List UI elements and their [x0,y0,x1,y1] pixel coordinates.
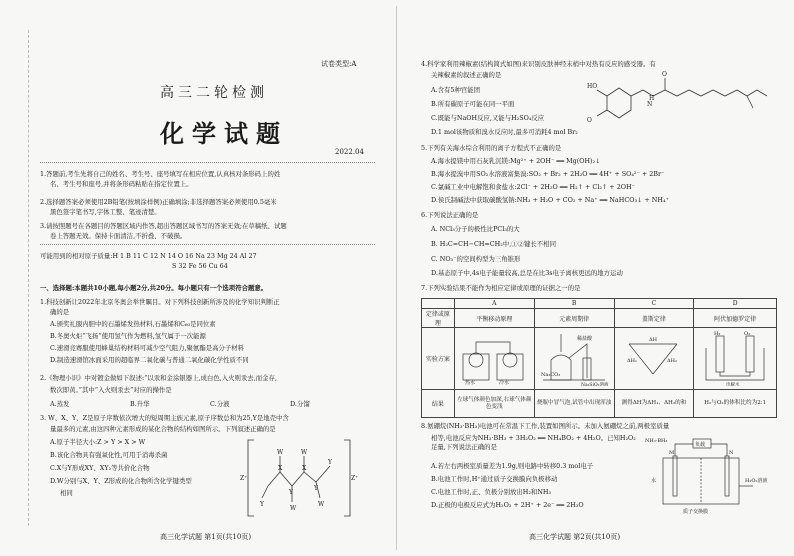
svg-text:ΔH: ΔH [648,336,657,343]
q5-option: A.海水提镁中用石灰乳沉镁:Mg²⁺ + 2OH⁻ ══ Mg(OH)₂↓ [431,157,601,165]
q2-option: A.蒸发 [50,400,70,408]
table-cell: 测得ΔH为ΔH₁、ΔH₂的和 [614,390,694,418]
notes-line: 名、考生号和座号,并将条形码粘贴在指定位置上。 [50,180,193,188]
q2-stem: 数次即黄。”其中“入火则汞去”对应的操作是 [50,386,172,394]
svg-text:Y: Y [314,485,318,492]
scheme-cell-b [534,328,614,390]
battery-label: 负载 [695,442,706,448]
scheme-label: H₂ [714,330,721,337]
scheme-label: 热水 [465,379,476,386]
q2-stem: 2.《物理小识》中对镀金做如下叙述:“以汞和金涂银器上,成白色,入火则汞去,而金存, [40,374,277,382]
scheme-label: O₂ [744,330,751,337]
notes-line: 2.选择题答案必须使用2B铅笔(按填涂样例)正确填涂;非选择题答案必须使用0.5毫米 [40,198,277,206]
table-header-cell: A [454,299,534,309]
binding-margin [8,30,29,526]
q2-option: B.升华 [130,400,150,408]
gas-generation-apparatus [539,330,609,386]
notes-line: 3.请按照题号在各题目的答题区域内作答,超出答题区域书写的答案无效;在草稿纸、试题 [40,222,287,230]
q8-stem: 8.氨硼烷(NH₃·BH₃)电池可在常温下工作,装置如图所示。未加入氨硼烷之前,两极室质量 [421,422,670,430]
battery-label: 水 [651,478,657,484]
battery-label: M [669,450,675,456]
q6-option: D.基态原子中,4s电子能量较高,总是在比3s电子离核更远的地方运动 [431,269,623,277]
q1-stem: 确的是 [50,308,70,316]
svg-text:N: N [647,101,653,108]
notes-line: 卷上答题无效。保持卡面清洁,不折叠、不破损。 [50,232,187,240]
q2-option: C.分液 [210,400,230,408]
table-cell: 左球气体颜色加深,右球气体颜色变浅 [454,390,534,418]
atomic-mass-line: 可能用到的相对原子质量:H 1 B 11 C 12 N 14 O 16 Na 23 Mg 24 Al 27 [40,252,257,260]
svg-text:W: W [301,449,308,456]
q8-option: A.若左右两极室质量差为1.9g,则电路中转移0.3 mol电子 [431,462,594,470]
q7-table [421,298,777,418]
q3-option: D.W分别与X、Y、Z形成的化合物所含化学键类型 [50,477,192,485]
q7-stem: 7.下列实验结果不能作为相应定律或原理的证据之一的是 [421,284,581,292]
q6-option: A. NCl₃分子的极性比PCl₃的大 [431,225,520,233]
svg-text:ΔH₁: ΔH₁ [626,357,637,364]
notes-divider [40,162,375,163]
svg-text:O: O [587,117,592,124]
battery-label: H₂O₂溶液 [745,478,768,484]
scheme-label: 稀盐酸 [577,335,593,342]
q2-option: D.分馏 [290,400,310,408]
table-row-label: 实验方案 [422,328,455,390]
q4-option: A.含有5种官能团 [431,86,481,94]
q6-option: B. H₂C=CH−CH=CH₂中,①②键长不相同 [431,240,556,248]
q3-option: B.该化合物具有强氧化性,可用于消毒杀菌 [50,451,168,459]
q1-option: C.速滑竞赛服使用蜂巢结构材料可减少空气阻力,聚氨酯是高分子材料 [50,344,245,352]
battery-label: N [729,450,734,456]
svg-text:Z⁺: Z⁺ [351,475,358,482]
atomic-mass-line: S 32 Fe 56 Cu 64 [172,262,228,270]
q8-option: C.电池工作时,正、负极分别放出H₂和NH₃ [431,488,552,496]
table-cell: 烧瓶中冒气泡,试管中出现浑浊 [534,390,614,418]
hess-cycle-diagram [619,330,689,386]
q5-option: D.侯氏制碱法中获取碳酸氢钠:NH₃ + H₂O + CO₂ + Na⁺ ══ NaHCO₃↓ + NH₄⁺ [431,196,669,204]
svg-text:Y: Y [289,489,293,496]
q3-stem: 量最多的元素,由这四种元素形成的某化合物的结构如图所示。下列叙述正确的是 [50,425,276,433]
scheme-label: 冷水 [499,379,510,386]
scheme-label: 电解水 [726,382,740,386]
table-header-cell [422,299,455,309]
table-row-label: 定律或原理 [422,309,455,328]
table-cell: 阿伏加德罗定律 [694,309,777,328]
q6-option: C. NO₃⁻的空间构型为三角锥形 [431,255,521,263]
svg-text:O: O [662,71,667,78]
svg-text:W: W [277,449,284,456]
q4-option: C.既能与NaOH反应,又能与H₂SO₄反应 [431,114,545,122]
scheme-cell-a [454,328,534,390]
q3-option: A.原子半径大小:Z > Y > X > W [50,438,146,446]
svg-text:HO: HO [587,83,598,90]
exam-date: 2022.04 [335,148,364,156]
q5-option: B.海水提溴中用SO₂水溶液富集溴:SO₂ + Br₂ + 2H₂O ══ 4H⁺ + SO₄²⁻ + 2Br⁻ [431,170,665,178]
notes-line: 1.答题前,考生先将自己的姓名、考生号、座号填写在相应位置,认真核对条形码上的姓 [40,170,281,178]
table-header-cell: C [614,299,694,309]
page-title: 化学试题 [160,120,288,148]
q6-stem: 6.下列说法正确的是 [421,211,479,219]
exam-type: 试卷类型:A [321,60,357,68]
q8-option: D.正极的电极反应式为H₂O₂ + 2H⁺ + 2e⁻ ══ 2H₂O [431,501,584,509]
q4-stem: 关辣椒素的叙述正确的是 [431,71,502,79]
notes-line: 黑色签字笔书写,字体工整、笔迹清楚。 [50,208,161,216]
q8-stem: 相等,电池反应为NH₃·BH₃ + 3H₂O₂ ══ NH₄BO₂ + 4H₂O。已知H₂O₂足量,下列说法正确的是 [431,434,636,451]
q3-structure-figure [240,436,358,520]
capsaicin-structure [587,66,777,126]
q3-option: C.X与Y形成XY、XY₂等共价化合物 [50,464,150,472]
table-cell: 盖斯定律 [614,309,694,328]
q4-option: B.所有碳原子可能在同一平面 [431,100,515,108]
q4-stem: 4.科学家利用辣椒素(结构简式如图)来识别皮肤神经末梢中对热有反应的感受器。有 [421,60,656,68]
table-cell: 平衡移动原理 [454,309,534,328]
battery-label: NH₃·BH₃ [645,438,668,444]
q3-stem: 3. W、X、Y、Z是原子序数依次增大的短周期主族元素,原子序数总和为25,Y是地壳中含 [40,414,289,422]
svg-text:X: X [278,465,283,472]
svg-text:ΔH₂: ΔH₂ [666,357,677,364]
svg-text:Z⁺: Z⁺ [240,475,248,482]
svg-text:Y: Y [328,459,332,466]
two-flask-apparatus [459,330,529,386]
section-heading: 一、选择题:本题共10小题,每小题2分,共20分。每小题只有一个选项符合题意。 [40,284,268,292]
scheme-cell-d [694,328,777,390]
right-page [397,0,794,556]
scheme-label: Na₂SiO₃溶液 [581,382,609,386]
page-header: 高三二轮检测 [160,85,268,101]
notes-divider [40,244,375,245]
table-cell: 元素周期律 [534,309,614,328]
q5-option: C.氯碱工业中电解饱和食盐水:2Cl⁻ + 2H₂O ══ H₂↑ + Cl₂↑ + 2OH⁻ [431,183,635,191]
q5-stem: 5.下列有关海水综合利用的离子方程式不正确的是 [421,144,562,152]
q1-stem: 1.科技创新让2022年北京冬奥会举世瞩目。对下列科技创新所涉及的化学知识判断正 [40,298,280,306]
svg-text:X: X [302,465,307,472]
q4-option: D.1 mol该物质和溴水反应时,最多可消耗4 mol Br₂ [431,128,578,136]
electrolysis-apparatus [698,330,772,386]
table-header-cell: B [534,299,614,309]
page-footer: 高三化学试题 第1页(共10页) [160,533,252,541]
table-cell: H₂与O₂的体积比约为2:1 [694,390,777,418]
svg-text:H: H [649,95,655,102]
battery-diagram [645,436,785,516]
svg-text:W: W [290,505,297,512]
page-footer: 高三化学试题 第2页(共10页) [529,533,621,541]
q8-option: B.电池工作时,H⁺通过质子交换膜向负极移动 [431,475,558,483]
table-row-label: 结果 [422,390,455,418]
scheme-cell-c [614,328,694,390]
table-header-cell: D [694,299,777,309]
q1-option: D.制造速滑馆冰面采用的超临界二氧化碳与普通二氧化碳化学性质不同 [50,356,249,364]
q3-option: 相同 [60,489,73,497]
svg-text:W: W [318,501,325,508]
scheme-label: Na₂CO₃ [541,371,561,378]
svg-text:Y: Y [260,501,264,508]
q1-option: B.冬奥火炬“飞扬”使用氢气作为燃料,氢气属于一次能源 [50,332,206,340]
battery-label: 质子交换膜 [683,509,709,515]
q1-option: A.颁奖礼服内胆中的石墨烯发热材料,石墨烯和C₆₀是同位素 [50,320,216,328]
